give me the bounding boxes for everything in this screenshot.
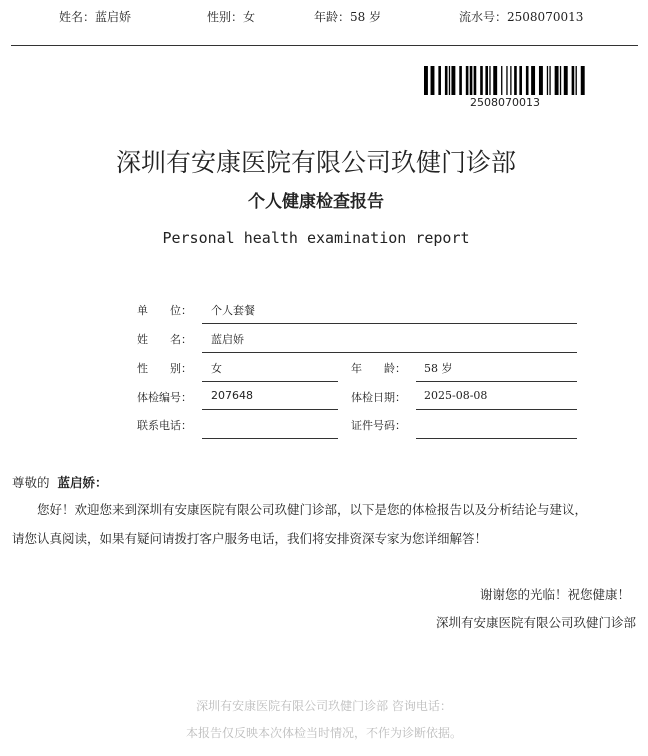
header-divider	[11, 45, 638, 46]
salutation	[12, 473, 108, 491]
letter-line-2: 请您认真阅读，如果有疑问请拨打客户服务电话，我们将安排资深专家为您详细解答！	[12, 531, 488, 546]
id-underline	[416, 438, 577, 439]
header-name	[59, 8, 131, 25]
header-age-value: 58 岁	[350, 10, 382, 24]
name-value: 蓝启娇	[211, 333, 244, 346]
signature-line: 深圳有安康医院有限公司玖健门诊部	[435, 615, 636, 630]
unit-underline	[202, 323, 577, 324]
exam-no-label: 体检编号：	[137, 391, 192, 404]
unit-value: 个人套餐	[211, 304, 255, 317]
salutation-name: 蓝启娇：	[57, 475, 108, 490]
barcode-number: 2508070013	[470, 96, 540, 109]
header-gender-label: 性别：	[207, 10, 244, 24]
exam-date-label: 体检日期：	[351, 391, 406, 404]
age-underline	[416, 381, 577, 382]
gender-underline	[202, 381, 338, 382]
age-label: 年 龄：	[351, 362, 406, 375]
name-label: 姓 名：	[137, 333, 192, 346]
salutation-prefix: 尊敬的	[12, 475, 50, 490]
header-serial-value: 2508070013	[507, 10, 584, 24]
header-serial	[459, 8, 583, 25]
age-value: 58 岁	[424, 362, 453, 375]
report-subtitle: 个人健康检查报告	[248, 192, 384, 212]
header-name-label: 姓名：	[59, 10, 96, 24]
footer-disclaimer: 本报告仅反映本次体检当时情况，不作为诊断依据。	[185, 726, 462, 740]
report-english-title: Personal health examination report	[162, 229, 470, 247]
letter-line-1: 您好！欢迎您来到深圳有安康医院有限公司玖健门诊部，以下是您的体检报告以及分析结论与建议，	[37, 502, 588, 517]
unit-label: 单 位：	[137, 304, 192, 317]
gender-value: 女	[211, 362, 222, 375]
header-age	[314, 8, 381, 25]
exam-date-underline	[416, 409, 577, 410]
gender-label: 性 别：	[137, 362, 192, 375]
header-gender	[207, 8, 255, 25]
barcode-image	[424, 66, 586, 95]
phone-underline	[202, 438, 338, 439]
hospital-title: 深圳有安康医院有限公司玖健门诊部	[115, 148, 516, 177]
id-label: 证件号码：	[351, 419, 406, 432]
thanks-line: 谢谢您的光临！祝您健康！	[479, 587, 630, 602]
exam-no-value: 207648	[211, 389, 253, 402]
exam-date-value: 2025-08-08	[424, 389, 488, 402]
header-serial-label: 流水号：	[459, 10, 508, 24]
footer-consult-line: 深圳有安康医院有限公司玖健门诊部 咨询电话：	[196, 699, 452, 713]
phone-label: 联系电话：	[137, 419, 192, 432]
header-name-value: 蓝启娇	[95, 10, 132, 24]
name-underline	[202, 352, 577, 353]
header-age-label: 年龄：	[314, 10, 351, 24]
header-gender-value: 女	[243, 10, 256, 24]
exam-no-underline	[202, 409, 338, 410]
